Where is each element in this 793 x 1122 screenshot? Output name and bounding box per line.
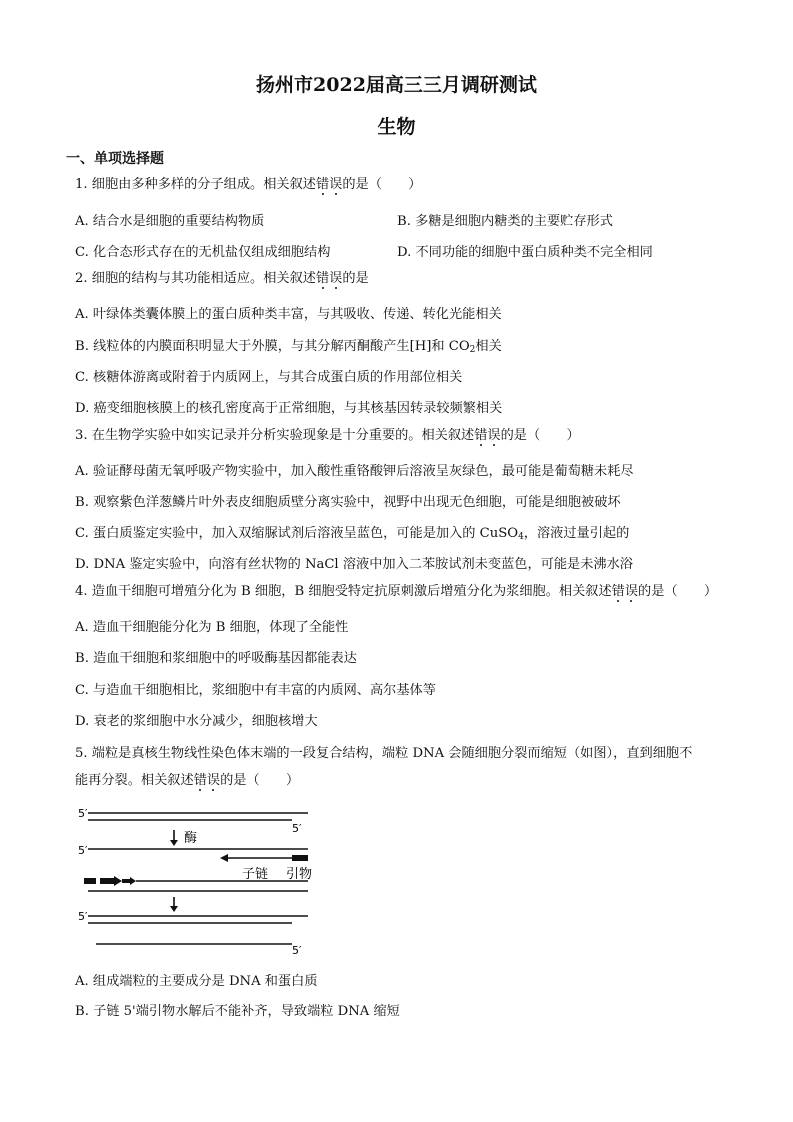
question-2-option-b: B. 线粒体的内膜面积明显大于外膜，与其分解丙酮酸产生[H]和 $CO_2$相关 xyxy=(75,339,502,355)
primer-arrowhead-left-2 xyxy=(130,877,136,885)
question-1-stem: 1. 细胞由多种多样的分子组成。相关叙述错误的是（ ） xyxy=(75,177,422,192)
primer-block xyxy=(292,855,308,861)
question-3-option-b: B. 观察紫色洋葱鳞片叶外表皮细胞质壁分离实验中，视野中出现无色细胞，可能是细胞被破坏 xyxy=(75,495,621,510)
question-4-option-c: C. 与造血干细胞相比，浆细胞中有丰富的内质网、高尔基体等 xyxy=(75,683,436,698)
question-2-stem: 2. 细胞的结构与其功能相适应。相关叙述错误的是 xyxy=(75,271,369,286)
question-4-option-d: D. 衰老的浆细胞中水分减少，细胞核增大 xyxy=(75,714,318,729)
question-4-stem: 4. 造血干细胞可增殖分化为 B 细胞，B 细胞受特定抗原刺激后增殖分化为浆细胞。相关叙述错误的是（ ） xyxy=(75,584,718,599)
question-4-option-a: A. 造血干细胞能分化为 B 细胞，体现了全能性 xyxy=(75,620,349,635)
label-5prime-1: 5′ xyxy=(78,807,88,820)
section-heading: 一、单项选择题 xyxy=(66,151,164,167)
question-3-option-d: D. DNA 鉴定实验中，向溶有丝状物的 NaCl 溶液中加入二苯胺试剂未变蓝色，可能是未沸水浴 xyxy=(75,557,633,572)
arrowhead-2 xyxy=(170,906,178,912)
question-5-option-a: A. 组成端粒的主要成分是 DNA 和蛋白质 xyxy=(75,974,318,989)
question-3-stem: 3. 在生物学实验中如实记录并分析实验现象是十分重要的。相关叙述错误的是（ ） xyxy=(75,428,580,443)
page-subtitle: 生物 xyxy=(377,116,416,138)
page-title: 扬州市2022届高三三月调研测试 xyxy=(256,74,537,96)
primer-label: 引物 xyxy=(286,867,313,882)
daughter-strand-label: 子链 xyxy=(242,867,269,882)
question-3-option-a: A. 验证酵母菌无氧呼吸产物实验中，加入酸性重铬酸钾后溶液呈灰绿色，最可能是葡萄糖未耗尽 xyxy=(75,464,634,479)
question-2-option-d: D. 癌变细胞核膜上的核孔密度高于正常细胞，与其核基因转录较频繁相关 xyxy=(75,401,503,416)
daughter-arrowhead xyxy=(220,854,228,862)
primer-block-left-2 xyxy=(100,878,114,884)
label-5prime-5: 5′ xyxy=(292,944,302,957)
arrowhead-1 xyxy=(170,840,178,846)
question-2-option-c: C. 核糖体游离或附着于内质网上，与其合成蛋白质的作用部位相关 xyxy=(75,370,463,385)
question-3-option-c: C. 蛋白质鉴定实验中，加入双缩脲试剂后溶液呈蓝色，可能是加入的 CuSO$_4$，溶液过量引起的 xyxy=(75,526,630,542)
label-5prime-4: 5′ xyxy=(78,910,88,923)
enzyme-label: 酶 xyxy=(184,831,198,846)
primer-block-left-1 xyxy=(84,878,96,884)
question-1-option-d: D. 不同功能的细胞中蛋白质种类不完全相同 xyxy=(397,245,653,260)
primer-block-left-3 xyxy=(122,879,130,883)
label-5prime-3: 5′ xyxy=(78,844,88,857)
telomere-shortening-diagram xyxy=(74,804,324,960)
question-5-option-b: B. 子链 5'端引物水解后不能补齐，导致端粒 DNA 缩短 xyxy=(75,1004,400,1019)
question-4-option-b: B. 造血干细胞和浆细胞中的呼吸酶基因都能表达 xyxy=(75,651,357,666)
question-1-option-c: C. 化合态形式存在的无机盐仅组成细胞结构 xyxy=(75,245,331,260)
question-2-option-a: A. 叶绿体类囊体膜上的蛋白质种类丰富，与其吸收、传递、转化光能相关 xyxy=(75,307,502,322)
question-1-option-b: B. 多糖是细胞内糖类的主要贮存形式 xyxy=(397,214,613,229)
primer-arrowhead-left-1 xyxy=(114,876,122,886)
question-5-stem-line-2: 能再分裂。相关叙述错误的是（ ） xyxy=(75,773,300,788)
question-5-stem-line-1: 5. 端粒是真核生物线性染色体末端的一段复合结构，端粒 DNA 会随细胞分裂而缩短（如图），直到细胞不 xyxy=(75,746,693,761)
question-1-option-a: A. 结合水是细胞的重要结构物质 xyxy=(75,214,265,229)
label-5prime-2: 5′ xyxy=(292,822,302,835)
